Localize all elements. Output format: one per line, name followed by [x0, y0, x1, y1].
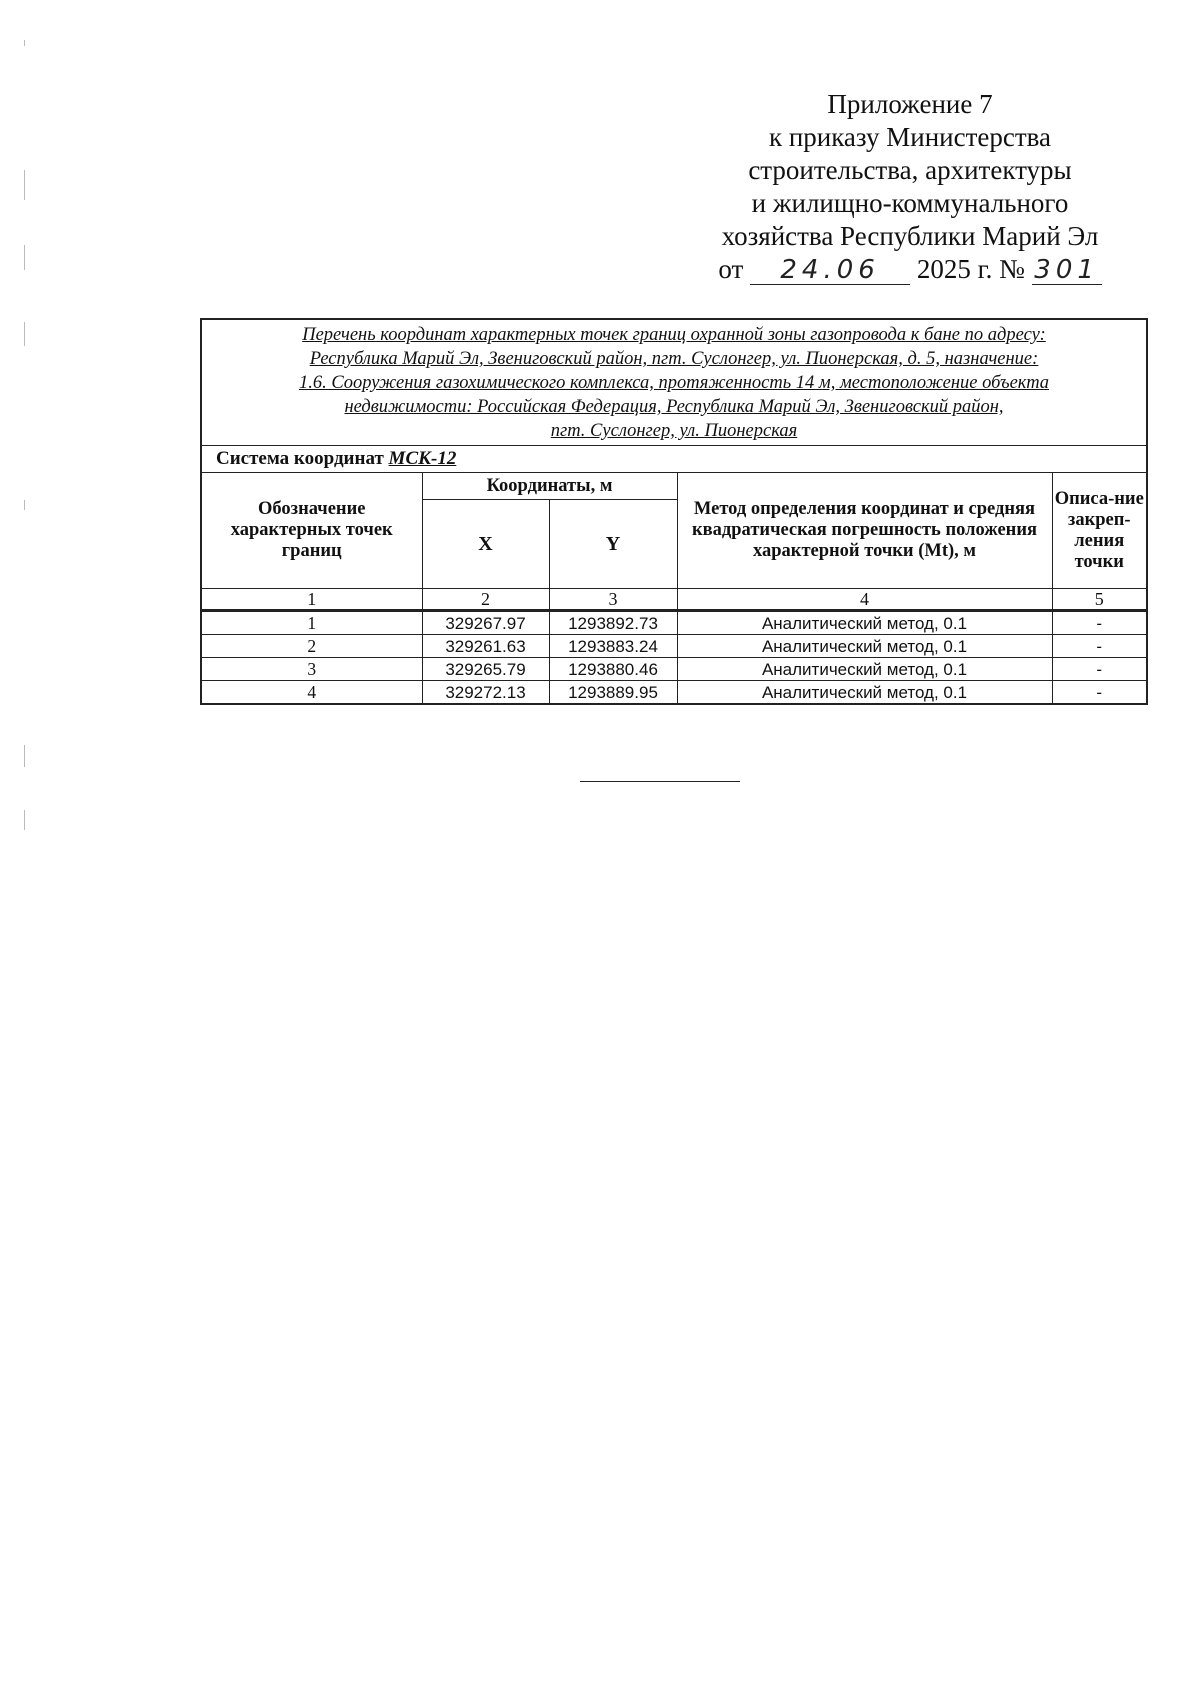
point-id: 3 — [202, 658, 422, 681]
order-date-line — [700, 253, 1120, 286]
column-index-row — [202, 589, 1146, 611]
header-method: Метод определения координат и средняя квадратическая погрешность положения характерной точки (Mt), м — [677, 473, 1052, 589]
table-row — [202, 658, 1146, 681]
scan-artifact — [24, 322, 25, 346]
title-line: пгт. Суслонгер, ул. Пионерская — [550, 421, 798, 441]
x-value: 329267.97 — [422, 611, 549, 635]
header-point: Обозначение характерных точек границ — [202, 473, 422, 589]
table-row — [202, 611, 1146, 635]
year-label: 2025 г. № — [916, 254, 1025, 284]
scan-artifact — [24, 245, 25, 270]
method-value: Аналитический метод, 0.1 — [677, 658, 1052, 681]
coordinate-system-row — [202, 446, 1146, 473]
closing-rule — [580, 781, 740, 782]
handwritten-order-number: 301 — [1032, 256, 1102, 285]
coordinates-sheet — [200, 318, 1148, 705]
x-value: 329265.79 — [422, 658, 549, 681]
column-index: 5 — [1052, 589, 1146, 611]
title-line: 1.6. Сооружения газохимического комплекса, протяженность 14 м, местоположение объекта — [298, 373, 1050, 393]
header-description: Описа-ние закреп-ления точки — [1052, 473, 1146, 589]
handwritten-date: 24.06 — [750, 256, 910, 285]
scan-artifact — [24, 40, 25, 46]
appendix-line: строительства, архитектуры — [748, 155, 1072, 185]
description-value: - — [1052, 658, 1146, 681]
table-row — [202, 635, 1146, 658]
appendix-line: хозяйства Республики Марий Эл — [721, 221, 1099, 251]
point-id: 1 — [202, 611, 422, 635]
table-title — [202, 320, 1146, 446]
title-line: недвижимости: Российская Федерация, Республика Марий Эл, Звениговский район, — [344, 397, 1004, 417]
scan-artifact — [24, 810, 25, 830]
x-value: 329272.13 — [422, 681, 549, 704]
y-value: 1293892.73 — [549, 611, 677, 635]
appendix-line: и жилищно-коммунального — [751, 188, 1069, 218]
description-value: - — [1052, 635, 1146, 658]
column-index: 2 — [422, 589, 549, 611]
y-value: 1293880.46 — [549, 658, 677, 681]
y-value: 1293889.95 — [549, 681, 677, 704]
description-value: - — [1052, 611, 1146, 635]
coordinate-system-label: Система координат — [216, 448, 384, 469]
table-row — [202, 681, 1146, 704]
appendix-line: к приказу Министерства — [768, 122, 1052, 152]
column-index: 1 — [202, 589, 422, 611]
point-id: 2 — [202, 635, 422, 658]
appendix-header — [700, 88, 1120, 286]
scan-artifact — [24, 170, 25, 200]
date-prefix: от — [718, 254, 744, 284]
scan-artifact — [24, 500, 25, 510]
header-x: X — [422, 500, 549, 589]
coordinates-table — [202, 473, 1146, 703]
coordinate-system-value: МСК-12 — [388, 448, 457, 469]
appendix-line: Приложение 7 — [827, 89, 993, 119]
scan-artifact — [24, 745, 25, 767]
title-line: Перечень координат характерных точек границ охранной зоны газопровода к бане по адресу: — [302, 325, 1046, 345]
column-index: 3 — [549, 589, 677, 611]
column-index: 4 — [677, 589, 1052, 611]
method-value: Аналитический метод, 0.1 — [677, 681, 1052, 704]
point-id: 4 — [202, 681, 422, 704]
header-coordinates: Координаты, м — [422, 473, 677, 500]
method-value: Аналитический метод, 0.1 — [677, 635, 1052, 658]
title-line: Республика Марий Эл, Звениговский район, пгт. Суслонгер, ул. Пионерская, д. 5, назначение: — [309, 349, 1039, 369]
x-value: 329261.63 — [422, 635, 549, 658]
y-value: 1293883.24 — [549, 635, 677, 658]
header-y: Y — [549, 500, 677, 589]
method-value: Аналитический метод, 0.1 — [677, 611, 1052, 635]
description-value: - — [1052, 681, 1146, 704]
